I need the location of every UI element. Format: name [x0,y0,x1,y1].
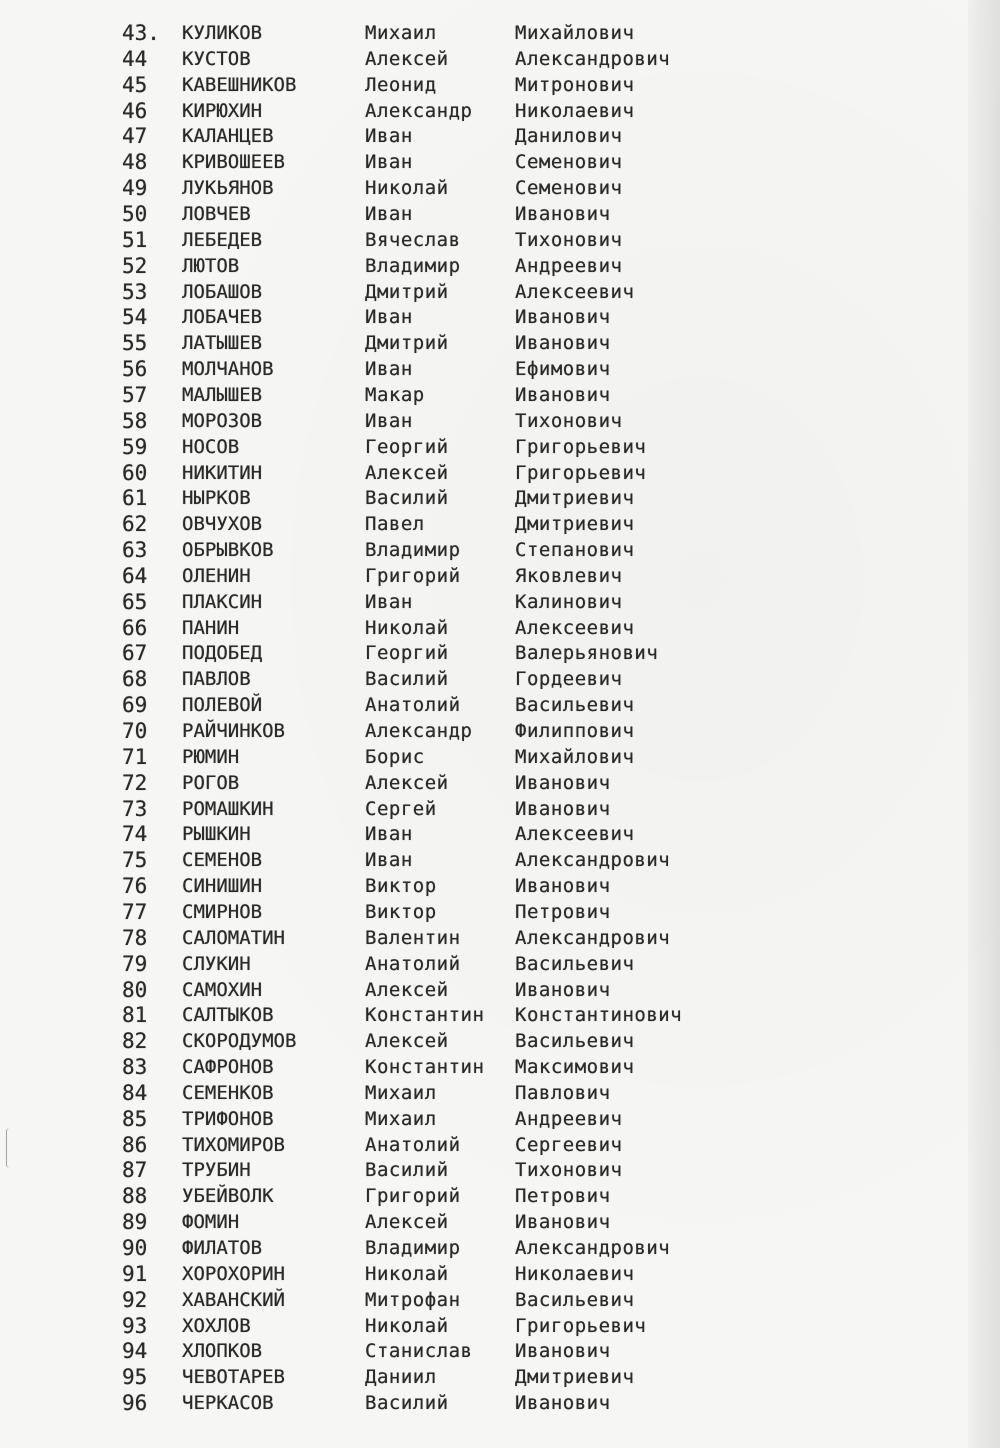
patronymic: Николаевич [515,99,635,122]
list-row [0,925,1000,951]
row-number: 92 [122,1287,148,1312]
row-number: 89 [122,1210,148,1235]
patronymic: Иванович [515,978,611,1001]
first-name: Станислав [365,1340,473,1363]
row-number: 81 [122,1003,148,1028]
row-number: 55 [122,331,148,356]
patronymic: Михайлович [515,22,635,44]
patronymic: Ефимович [515,358,611,381]
list-row [0,899,1000,925]
surname: МАЛЫШЕВ [182,383,263,406]
first-name: Валентин [365,926,461,949]
list-row [0,692,1000,718]
row-number: 63 [122,538,148,562]
list-row [0,770,1000,796]
list-row [0,1183,1000,1209]
surname: ЛУКЬЯНОВ [182,177,274,200]
first-name: Алексей [365,1030,449,1053]
surname: САЛТЫКОВ [182,1004,274,1027]
patronymic: Александрович [515,1237,671,1259]
surname: ХОХЛОВ [182,1314,251,1337]
list-row [0,796,1000,822]
patronymic: Семенович [515,151,623,174]
surname: МОРОЗОВ [182,409,263,432]
surname: СЕМЕНКОВ [182,1081,274,1104]
list-row [0,279,1000,305]
first-name: Николай [365,616,449,639]
row-number: 65 [122,589,148,614]
first-name: Николай [365,177,449,200]
first-name: Михаил [365,1107,437,1130]
row-number: 74 [122,822,148,847]
list-row [0,227,1000,253]
row-number: 43. [122,21,160,45]
row-number: 93 [122,1313,148,1338]
row-number: 49 [122,176,148,201]
list-row [0,175,1000,201]
patronymic: Дмитриевич [515,487,635,510]
list-row [0,382,1000,408]
surname: ХЛОПКОВ [182,1340,263,1363]
row-number: 54 [122,305,148,330]
patronymic: Филиппович [515,720,635,742]
first-name: Владимир [365,254,461,277]
list-row [0,1287,1000,1313]
first-name: Василий [365,668,449,691]
first-name: Анатолий [365,1133,461,1156]
list-row [0,356,1000,382]
surname: СЕМЕНОВ [182,849,263,872]
patronymic: Григорьевич [515,461,647,484]
first-name: Павел [365,513,425,536]
row-number: 71 [122,744,148,769]
row-number: 73 [122,796,148,821]
surname: ЛОВЧЕВ [182,203,251,225]
list-row [0,1364,1000,1390]
row-number: 58 [122,408,148,433]
row-number: 88 [122,1184,148,1209]
patronymic: Митронович [515,73,635,96]
first-name: Анатолий [365,952,461,975]
first-name: Михаил [365,1081,437,1104]
row-number: 85 [122,1106,148,1131]
list-row [0,1313,1000,1339]
list-row [0,615,1000,641]
surname: ОВЧУХОВ [182,513,263,536]
surname: РЫШКИН [182,823,251,846]
list-row [0,563,1000,589]
row-number: 62 [122,512,148,537]
first-name: Сергей [365,797,437,820]
surname: ТРИФОНОВ [182,1107,274,1130]
row-number: 59 [122,434,148,459]
patronymic: Сергеевич [515,1133,623,1156]
first-name: Иван [365,203,413,225]
surname: САМОХИН [182,978,263,1001]
list-row [0,408,1000,434]
surname: ПОДОБЕД [182,642,263,665]
list-row [0,537,1000,563]
row-number: 44 [122,46,148,71]
patronymic: Александрович [515,849,671,872]
first-name: Михаил [365,22,437,44]
patronymic: Васильевич [515,694,635,717]
row-number: 51 [122,227,148,252]
list-row [0,1157,1000,1183]
surname: ЛОБАШОВ [182,280,263,303]
list-row [0,20,1000,46]
first-name: Виктор [365,875,437,898]
patronymic: Васильевич [515,1030,635,1053]
row-number: 84 [122,1080,148,1105]
patronymic: Дмитриевич [515,1366,635,1389]
surname: СКОРОДУМОВ [182,1030,297,1053]
row-number: 48 [122,150,148,175]
list-row [0,72,1000,98]
list-row [0,821,1000,847]
list-row [0,1261,1000,1287]
first-name: Алексей [365,47,449,70]
first-name: Дмитрий [365,280,449,303]
row-number: 61 [122,486,148,511]
patronymic: Иванович [515,332,611,355]
patronymic: Григорьевич [515,1314,647,1337]
row-number: 64 [122,563,148,588]
list-row [0,1106,1000,1132]
row-number: 83 [122,1055,148,1079]
first-name: Константин [365,1056,485,1078]
list-row [0,589,1000,615]
first-name: Митрофан [365,1288,461,1311]
first-name: Анатолий [365,694,461,717]
surname: СИНИШИН [182,875,263,898]
first-name: Василий [365,1159,449,1182]
patronymic: Гордеевич [515,668,623,691]
surname: ПЛАКСИН [182,590,263,613]
surname: РОГОВ [182,771,240,794]
patronymic: Константинович [515,1004,683,1027]
list-row [0,1132,1000,1158]
surname: СМИРНОВ [182,900,263,923]
surname: КИРЮХИН [182,99,263,122]
row-number: 86 [122,1132,148,1157]
list-row [0,460,1000,486]
row-number: 96 [122,1391,148,1416]
surname: РОМАШКИН [182,797,274,820]
list-row [0,1028,1000,1054]
row-number: 53 [122,279,148,304]
first-name: Василий [365,1392,449,1415]
first-name: Александр [365,99,473,122]
row-number: 79 [122,951,148,976]
surname: НИКИТИН [182,461,263,484]
first-name: Алексей [365,1211,449,1234]
patronymic: Иванович [515,1340,611,1363]
surname: КАВЕШНИКОВ [182,73,297,96]
row-number: 95 [122,1365,148,1390]
row-number: 82 [122,1029,148,1054]
list-row [0,1209,1000,1235]
patronymic: Яковлевич [515,564,623,587]
first-name: Иван [365,823,413,846]
first-name: Иван [365,849,413,872]
patronymic: Павлович [515,1081,611,1104]
list-row [0,434,1000,460]
patronymic: Иванович [515,383,611,406]
list-row [0,744,1000,770]
first-name: Даниил [365,1366,437,1389]
surname: ЛЕБЕДЕВ [182,228,263,251]
surname: ЧЕРКАСОВ [182,1392,274,1415]
row-number: 57 [122,382,148,407]
row-number: 60 [122,460,148,485]
surname: КУСТОВ [182,47,251,70]
first-name: Алексей [365,771,449,794]
first-name: Вячеслав [365,228,461,251]
list-row [0,847,1000,873]
patronymic: Васильевич [515,952,635,975]
row-number: 77 [122,899,148,924]
first-name: Иван [365,125,413,148]
surname: КРИВОШЕЕВ [182,151,285,174]
patronymic: Иванович [515,875,611,898]
first-name: Георгий [365,435,449,458]
surname: ХОРОХОРИН [182,1262,285,1285]
list-row [0,511,1000,537]
row-number: 70 [122,719,148,743]
first-name: Иван [365,358,413,381]
patronymic: Петрович [515,1185,611,1208]
patronymic: Иванович [515,771,611,794]
list-row [0,149,1000,175]
first-name: Владимир [365,1237,461,1259]
list-row [0,1390,1000,1416]
row-number: 52 [122,253,148,278]
row-number: 80 [122,977,148,1002]
patronymic: Тихонович [515,228,623,251]
patronymic: Михайлович [515,745,635,768]
patronymic: Валерьянович [515,642,659,665]
patronymic: Андреевич [515,254,623,277]
first-name: Леонид [365,73,437,96]
patronymic: Дмитриевич [515,513,635,536]
row-number: 76 [122,874,148,899]
list-row [0,1054,1000,1080]
row-number: 45 [122,72,148,97]
surname: САЛОМАТИН [182,926,285,949]
patronymic: Васильевич [515,1288,635,1311]
row-number: 75 [122,848,148,873]
list-row [0,1080,1000,1106]
first-name: Иван [365,409,413,432]
surname: ПАВЛОВ [182,668,251,691]
row-number: 47 [122,124,148,149]
list-row [0,640,1000,666]
list-row [0,951,1000,977]
patronymic: Иванович [515,306,611,329]
row-number: 66 [122,615,148,640]
patronymic: Калинович [515,590,623,613]
surname: ЛОБАЧЕВ [182,306,263,329]
row-number: 50 [122,202,148,226]
surname: ОЛЕНИН [182,564,251,587]
surname: МОЛЧАНОВ [182,358,274,381]
surname: КАЛАНЦЕВ [182,125,274,148]
row-number: 78 [122,925,148,950]
list-row [0,253,1000,279]
first-name: Макар [365,383,425,406]
surname: ТИХОМИРОВ [182,1133,285,1156]
first-name: Иван [365,590,413,613]
list-row [0,46,1000,72]
first-name: Константин [365,1004,485,1027]
patronymic: Александрович [515,47,671,70]
surname: НОСОВ [182,435,240,458]
list-row [0,873,1000,899]
row-number: 67 [122,641,148,666]
surname: РЮМИН [182,745,240,768]
row-number: 46 [122,98,148,123]
first-name: Николай [365,1262,449,1285]
list-row [0,1338,1000,1364]
row-number: 72 [122,770,148,795]
row-number: 91 [122,1261,148,1286]
patronymic: Тихонович [515,409,623,432]
list-row [0,1002,1000,1028]
patronymic: Степанович [515,539,635,561]
list-row [0,718,1000,744]
first-name: Василий [365,487,449,510]
surname: САФРОНОВ [182,1056,274,1078]
surname: ХАВАНСКИЙ [182,1288,285,1311]
patronymic: Тихонович [515,1159,623,1182]
row-number: 69 [122,693,148,718]
patronymic: Максимович [515,1056,635,1078]
surname: РАЙЧИНКОВ [182,720,285,742]
first-name: Александр [365,720,473,742]
patronymic: Иванович [515,797,611,820]
patronymic: Петрович [515,900,611,923]
surname: СЛУКИН [182,952,251,975]
surname: КУЛИКОВ [182,22,263,44]
patronymic: Алексеевич [515,616,635,639]
first-name: Григорий [365,564,461,587]
row-number: 87 [122,1158,148,1183]
first-name: Иван [365,306,413,329]
surname: ТРУБИН [182,1159,251,1182]
patronymic: Иванович [515,1211,611,1234]
first-name: Алексей [365,978,449,1001]
patronymic: Николаевич [515,1262,635,1285]
surname: ПАНИН [182,616,240,639]
list-row [0,123,1000,149]
surname: ЛЮТОВ [182,254,240,277]
list-row [0,98,1000,124]
first-name: Дмитрий [365,332,449,355]
patronymic: Данилович [515,125,623,148]
surname: ЧЕВОТАРЕВ [182,1366,285,1389]
list-row [0,666,1000,692]
surname: НЫРКОВ [182,487,251,510]
patronymic: Алексеевич [515,280,635,303]
row-number: 90 [122,1236,148,1260]
patronymic: Алексеевич [515,823,635,846]
first-name: Виктор [365,900,437,923]
first-name: Владимир [365,539,461,561]
list-row [0,330,1000,356]
list-row [0,1235,1000,1261]
list-row [0,304,1000,330]
surname: ПОЛЕВОЙ [182,694,263,717]
row-number: 94 [122,1339,148,1364]
surname: ФИЛАТОВ [182,1237,263,1259]
row-number: 68 [122,667,148,692]
row-number: 56 [122,357,148,382]
patronymic: Семенович [515,177,623,200]
surname: ЛАТЫШЕВ [182,332,263,355]
list-row [0,485,1000,511]
surname: УБЕЙВОЛК [182,1185,274,1208]
list-row [0,977,1000,1003]
first-name: Алексей [365,461,449,484]
patronymic: Григорьевич [515,435,647,458]
first-name: Борис [365,745,425,768]
patronymic: Александрович [515,926,671,949]
first-name: Николай [365,1314,449,1337]
patronymic: Андреевич [515,1107,623,1130]
list-row [0,201,1000,227]
first-name: Григорий [365,1185,461,1208]
surname: ФОМИН [182,1211,240,1234]
surname: ОБРЫВКОВ [182,539,274,561]
first-name: Иван [365,151,413,174]
first-name: Георгий [365,642,449,665]
patronymic: Иванович [515,203,611,225]
patronymic: Иванович [515,1392,611,1415]
